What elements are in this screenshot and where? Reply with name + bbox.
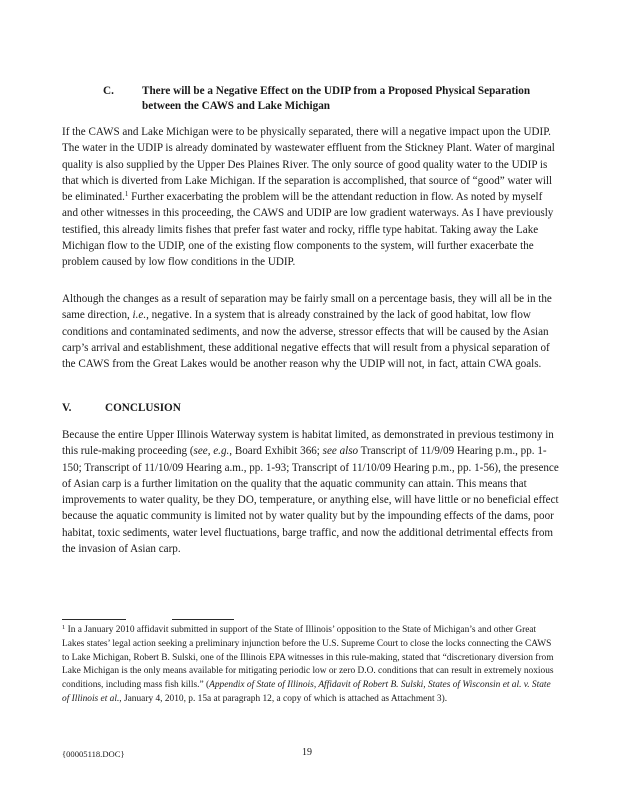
- paragraph-conclusion: [62, 427, 560, 557]
- footnote-citation-italic: Appendix of State of Illinois, Affidavit of Robert B. Sulski, States of Wisconsin et al. v. State of Illinois et al.: [62, 680, 551, 704]
- p4-see-also-italic: see also: [322, 445, 359, 458]
- p1-text-before-note: If the CAWS and Lake Michigan were to be physically separated, there will a negative impact upon the UDIP. The water in the UDIP is already dominated by wastewater effluent from the Stickney Plant. Water of marginal quality is also supplied by the Upper Des Plaines River. The only source of good quality water to the UDIP is that which is diverted from Lake Michigan. If the separation is accomplished, that source of “good” water will be eliminated.: [62, 126, 555, 204]
- footnote-marker: 1: [62, 624, 66, 631]
- p2-text-part2: negative. In a system that is already constrained by the lack of good habitat, low flow conditions and contaminated sediments, and now the adverse, stressor effects that will be caused by the Asian carp’s arrival and establishment, these additional negative effects that will result from a physical separation of the CAWS from the Great Lakes would be another reason why the UDIP will not, in fact, attain CWA goals.: [62, 309, 550, 371]
- p2-ie-italic: i.e.,: [132, 309, 149, 322]
- page-number: 19: [302, 747, 312, 758]
- p4-text-part1: Because the entire Upper Illinois Waterway system is habitat limited, as demonstrated in previous testimony in this rule-making proceeding (: [62, 429, 554, 458]
- section-v-letter: V.: [62, 402, 72, 414]
- p4-see-eg-italic: see, e.g.,: [193, 445, 233, 458]
- p4-text-part3: Transcript of 11/9/09 Hearing p.m., pp. 1-150; Transcript of 11/10/09 Hearing a.m., pp. 1-93; Transcript of 11/10/09 Hearing p.m., pp. 1-56), the presence of Asian carp is a further limitation on the quality that the aquatic community can attain. This means that improvements to water quality, be they DO, temperature, or anything else, will have little or no beneficial effect because the aquatic community is limited not by water quality but by the impounding effects of the dams, poor habitat, toxic sediments, water level fluctuations, barge traffic, and now the additional detrimental effects from the invasion of Asian carp.: [62, 445, 559, 556]
- footnote-text-part2: , January 4, 2010, p. 15a at paragraph 12, a copy of which is attached as Attachment 3).: [119, 693, 448, 704]
- paragraph-negative-impact: [62, 124, 560, 271]
- footnote-separator-right: [172, 619, 234, 620]
- section-c-title: There will be a Negative Effect on the UDIP from a Proposed Physical Separation between the CAWS and Lake Michigan: [142, 85, 531, 112]
- p4-text-part2: Board Exhibit 366;: [232, 445, 323, 458]
- p2-text-part1: Although the changes as a result of separation may be fairly small on a percentage basis, they will all be in the same direction,: [62, 293, 552, 322]
- footnote-reference-1[interactable]: 1: [124, 190, 129, 199]
- footnote-text-part1: In a January 2010 affidavit submitted in support of the State of Illinois’ opposition to the State of Michigan’s and other Great Lakes states’ legal action seeking a preliminary injunction before the U.S. Supreme Court to close the locks connecting the CAWS to Lake Michigan, Robert B. Sulski, one of the Illinois EPA witnesses in this rule-making, stated that “discretionary diversion from Lake Michigan is the only means available for mitigating periodic low or zero D.O. conditions that can result in extremely noxious conditions, including mass fish kills.” (: [62, 625, 554, 691]
- footnote-separator-left: [62, 619, 126, 620]
- paragraph-separation-changes: [62, 291, 560, 372]
- p1-text-after-note: Further exacerbating the problem will be the attendant reduction in flow. As noted by myself and other witnesses in this proceeding, the CAWS and UDIP are low gradient waterways. As I have previously testified, this already limits fishes that prefer fast water and rocky, riffle type habitat. Taking away the Lake Michigan flow to the UDIP, one of the existing flow components to the system, will further exacerbate the problem caused by low flow conditions in the UDIP.: [62, 191, 554, 269]
- section-c-letter: C.: [103, 85, 114, 97]
- section-v-title: CONCLUSION: [105, 402, 181, 414]
- footer-document-id: {00005118.DOC}: [62, 749, 125, 759]
- footnote-1: [62, 624, 560, 707]
